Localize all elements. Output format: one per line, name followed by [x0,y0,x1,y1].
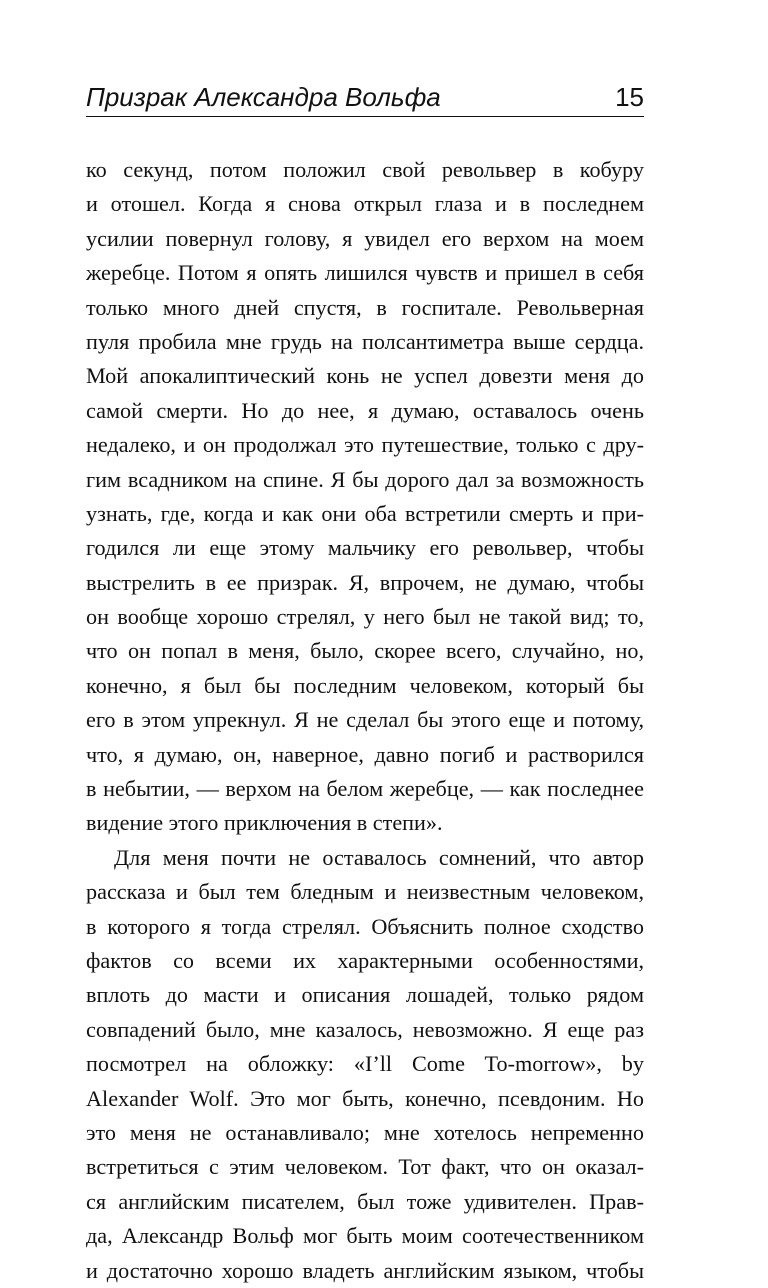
text-line: только много дней спустя, в госпитале. Револьверная [86,294,644,320]
running-title: Призрак Александра Вольфа [86,82,441,112]
text-line: выстрелить в ее призрак. Я, впрочем, не думаю, чтобы [86,569,644,595]
text-line: годился ли еще этому мальчику его револьвер, чтобы [86,535,644,561]
text-line: да, Александр Вольф мог быть моим соотечественником [86,1223,644,1249]
text-line: Мой апокалиптический конь не успел довезти меня до [86,363,644,389]
text-line: в которого я тогда стрелял. Объяснить полное сходство [86,913,644,939]
text-line: что он попал в меня, было, скорее всего, случайно, но, [86,638,644,664]
text-line: вплоть до масти и описания лошадей, только рядом [86,982,644,1008]
text-line: Alexander Wolf. Это мог быть, конечно, псевдоним. Но [86,1085,644,1111]
text-line: ко секунд, потом положил свой револьвер в кобуру [86,157,644,182]
text-line: рассказа и был тем бледным и неизвестным человеком, [86,879,644,905]
text-line: фактов со всеми их характерными особенностями, [86,947,644,973]
text-line: видение этого приключения в степи». [86,810,443,836]
body-text [86,153,644,1288]
text-line: самой смерти. Но до нее, я думаю, оставалось очень [86,397,644,423]
text-line: усилии повернул голову, я увидел его верхом на моем [86,225,644,251]
text-line: встретиться с этим человеком. Тот факт, что он оказал- [86,1154,644,1180]
text-line: это меня не останавливало; мне хотелось непременно [86,1119,644,1145]
text-line: что, я думаю, он, наверное, давно погиб и растворился [86,741,644,767]
text-line: жеребце. Потом я опять лишился чувств и пришел в себя [86,260,644,286]
text-line: недалеко, и он продолжал это путешествие, только с дру- [86,432,644,458]
text-line: и достаточно хорошо владеть английским языком, чтобы [86,1257,644,1283]
text-line: Для меня почти не оставалось сомнений, что автор [114,844,644,870]
text-line: и отошел. Когда я снова открыл глаза и в последнем [86,191,644,217]
text-line: гим всадником на спине. Я бы дорого дал за возможность [86,466,644,492]
paragraph-1 [86,153,644,841]
text-line: конечно, я был бы последним человеком, который бы [86,672,644,698]
text-line: посмотрел на обложку: «I’ll Come To-morrow», by [86,1051,644,1077]
book-page [86,78,644,1288]
text-line: в небытии, — верхом на белом жеребце, — как последнее [86,776,644,802]
text-line: пуля пробила мне грудь на полсантиметра выше сердца. [86,328,644,354]
text-line: его в этом упрекнул. Я не сделал бы этого еще и потому, [86,707,644,733]
text-line: узнать, где, когда и как они оба встретили смерть и при- [86,500,644,526]
text-line: совпадений было, мне казалось, невозможно. Я еще раз [86,1016,644,1042]
running-head [86,78,644,117]
text-line: ся английским писателем, был тоже удивителен. Прав- [86,1188,644,1214]
paragraph-2 [86,841,644,1288]
page-number: 15 [615,82,644,112]
text-line: он вообще хорошо стрелял, у него был не такой вид; то, [86,604,644,630]
